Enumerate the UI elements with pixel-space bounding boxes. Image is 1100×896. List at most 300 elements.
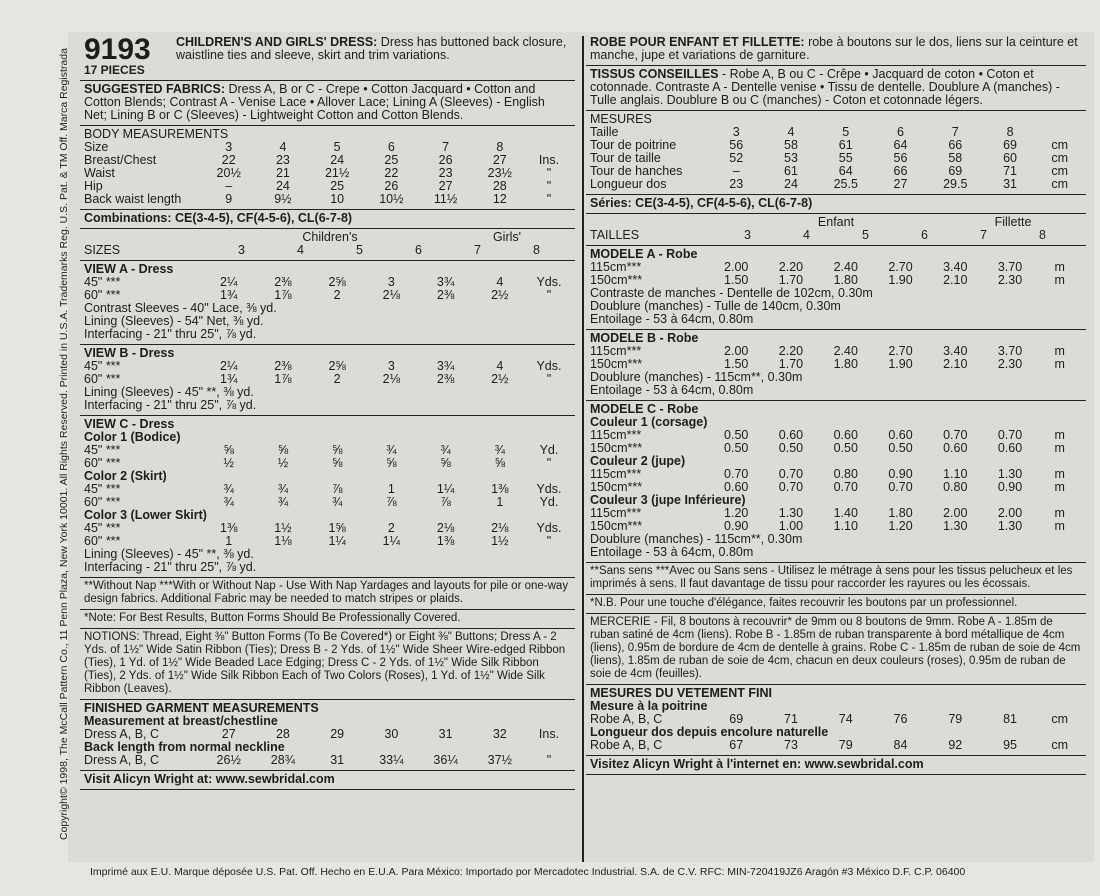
row-value: 12 (492, 192, 507, 206)
row-label: Size (84, 140, 109, 154)
row-value: 3.70 (997, 260, 1023, 274)
row-unit: cm (1051, 138, 1069, 152)
row-value: 22 (221, 153, 236, 167)
finished-measurements-fr (586, 685, 1086, 756)
row-value: 21 (275, 166, 290, 180)
row-value: 29 (330, 727, 345, 741)
row-value: 0.50 (888, 441, 913, 455)
row-value: 1.50 (724, 357, 749, 371)
row-value: 21½ (324, 166, 350, 180)
row-value: 2⅜ (274, 359, 292, 373)
button-note: *Note: For Best Results, Button Forms Should Be Professionally Covered. (80, 610, 575, 629)
row-value: 2⅜ (436, 288, 455, 302)
view-title: VIEW A - Dress (84, 262, 174, 276)
finished-measurements (80, 700, 575, 771)
measurement-row (84, 193, 571, 206)
row-value: 0.50 (724, 428, 749, 442)
row-value: 2⅛ (491, 521, 509, 535)
row-label: 45" *** (84, 521, 121, 535)
children-label: Children's (302, 230, 358, 244)
row-value: ⅝ (331, 443, 343, 457)
row-value: ¾ (223, 482, 234, 496)
row-value: 1¼ (382, 534, 401, 548)
row-value: 6 (387, 140, 395, 154)
row-value: 2¼ (220, 359, 238, 373)
size-value: 3 (238, 243, 245, 257)
row-value: 2⅜ (436, 372, 455, 386)
row-value: 25 (384, 153, 399, 167)
row-value: ¾ (277, 495, 289, 509)
row-unit: " (546, 179, 552, 193)
row-label: 115cm*** (590, 344, 642, 358)
row-unit: m (1054, 441, 1065, 455)
row-value: 27 (893, 177, 908, 191)
row-value: 23½ (487, 166, 512, 180)
fabrics-section (80, 81, 575, 126)
row-value: 66 (893, 164, 908, 178)
size-value: 5 (862, 228, 869, 242)
description-fr: robe à boutons sur le dos, liens sur la ceinture et manche, jupe et variations de garniture. (590, 35, 1078, 62)
row-value: 2.30 (997, 273, 1023, 287)
row-value: 2½ (491, 288, 509, 302)
row-value: 1¾ (220, 288, 238, 302)
view-title: VIEW B - Dress (84, 346, 175, 360)
row-value: 6 (897, 125, 904, 139)
row-value: 2.70 (888, 260, 913, 274)
row-value: 67 (729, 738, 744, 752)
visit-link: Visit Alicyn Wright at: www.sewbridal.com (80, 771, 575, 790)
row-value: 23 (275, 153, 290, 167)
row-value: 1.70 (778, 273, 804, 287)
row-value: 2⅛ (382, 372, 401, 386)
row-value: 2½ (491, 372, 509, 386)
sizes-row (84, 244, 571, 257)
row-value: 58 (948, 151, 963, 165)
row-label: 115cm*** (590, 467, 642, 481)
row-value: 7 (442, 140, 450, 154)
row-label: 45" *** (84, 359, 121, 373)
row-value: 1 (387, 482, 395, 496)
row-value: 3¾ (436, 275, 455, 289)
row-value: 2.10 (943, 273, 968, 287)
row-value: 10½ (379, 192, 404, 206)
row-value: 8 (1006, 125, 1014, 139)
notions: NOTIONS: Thread, Eight ⅜" Button Forms (To Be Covered*) or Eight ⅜" Buttons; Dress A - 2 Yds. of 1½" Wide Satin Ribbon (Ties); Dress B - 2 Yds. of 1½" Wide Sheer Wire-edged Ribbon (Ties), 1 Yd. of 1½" Wide Beaded Lace Edging; Dress C - 2 Yds. of 1½" Wide Silk Ribbon (Ties), 2 Yds. of 1½" Wide Silk Ribbon Each of Two Colors (Roses), 1 Yd. of 1½" Wide Silk Ribbon (Leaves). (80, 629, 575, 700)
row-value: 31 (1003, 177, 1017, 191)
row-value: 1.30 (943, 519, 968, 533)
row-value: 3.40 (943, 260, 968, 274)
row-value: 2.30 (997, 357, 1023, 371)
row-value: 73 (784, 738, 798, 752)
row-value: 2.00 (724, 344, 749, 358)
row-value: 1.80 (833, 357, 858, 371)
row-value: 2.20 (778, 260, 804, 274)
modele-a (586, 246, 1086, 330)
row-unit: " (546, 753, 552, 767)
detail-line: Interfacing - 21" thru 25", ⅞ yd. (84, 398, 257, 412)
row-value: 52 (729, 151, 744, 165)
view-title: VIEW C - Dress (84, 417, 175, 431)
pieces-count: 17 PIECES (84, 63, 145, 77)
row-label: Hip (84, 179, 103, 193)
row-value: ½ (223, 456, 234, 470)
view-title: MODELE A - Robe (590, 247, 698, 261)
row-value: 24 (275, 179, 290, 193)
row-value: 3 (225, 140, 233, 154)
row-value: 0.70 (724, 467, 749, 481)
nap-note: **Without Nap ***With or Without Nap - Use With Nap Yardages and layouts for pile or one-way design fabrics. Additional Fabric may be needed to match stripes or plaids. (80, 578, 575, 610)
sizes-label: TAILLES (590, 228, 640, 242)
row-value: 1.10 (833, 519, 858, 533)
detail-line: Lining (Sleeves) - 45" **, ⅜ yd. (84, 385, 254, 399)
row-value: ⅝ (277, 443, 289, 457)
row-value: 36¼ (433, 753, 458, 767)
enfant-label: Enfant (817, 215, 855, 229)
row-unit: Yds. (536, 482, 562, 496)
row-unit: cm (1051, 738, 1069, 752)
row-unit: m (1054, 273, 1065, 287)
row-label: Taille (590, 125, 619, 139)
description: Dress has buttoned back closure, waistline ties and sleeve, skirt and trim variations. (176, 35, 567, 62)
detail-line: Lining (Sleeves) - 45" **, ⅜ yd. (84, 547, 254, 561)
row-label: Robe A, B, C (590, 712, 663, 726)
english-panel (80, 34, 575, 790)
row-unit: Yd. (539, 443, 559, 457)
row-value: 2 (387, 521, 395, 535)
fabrics-text: Dress A, B or C - Crepe • Cotton Jacquard • Cotton and Cotton Blends; Contrast A - Venise Lace • Allover Lace; Lining A (Sleeves) - English Net; Lining B or C (Sleeves) - Lightweight Cotton and Cotton Blends. (84, 82, 545, 122)
series: Séries: CE(3-4-5), CF(4-5-6), CL(6-7-8) (586, 195, 1086, 214)
row-value: 0.90 (724, 519, 749, 533)
row-value: 31 (438, 727, 453, 741)
row-label: 60" *** (84, 288, 121, 302)
row-value: 2⅛ (382, 288, 401, 302)
row-unit: m (1054, 428, 1065, 442)
detail-line: Contraste de manches - Dentelle de 102cm, 0.30m (590, 286, 873, 300)
row-label: 115cm*** (590, 428, 642, 442)
row-unit: Yds. (536, 275, 562, 289)
size-value: 3 (744, 228, 751, 242)
row-value: 28¾ (270, 753, 296, 767)
detail-line: Interfacing - 21" thru 25", ⅞ yd. (84, 560, 257, 574)
row-value: 0.70 (833, 480, 858, 494)
row-unit: " (546, 372, 552, 386)
row-value: 61 (838, 138, 853, 152)
row-value: 2.00 (997, 506, 1023, 520)
finished-title: FINISHED GARMENT MEASUREMENTS (84, 701, 319, 715)
row-value: ½ (277, 456, 289, 470)
row-value: 0.60 (943, 441, 968, 455)
color-group-title: Couleur 3 (jupe Inférieure) (590, 493, 746, 507)
row-label: 115cm*** (590, 260, 642, 274)
row-unit: m (1054, 480, 1065, 494)
row-value: 2⅝ (328, 275, 346, 289)
row-value: 2⅛ (436, 521, 455, 535)
fabrics-section-fr (586, 66, 1086, 111)
row-label: 150cm*** (590, 519, 643, 533)
row-value: 23 (438, 166, 453, 180)
row-value: 81 (1003, 712, 1017, 726)
row-value: 0.90 (888, 467, 913, 481)
row-label: Dress A, B, C (84, 727, 160, 741)
row-value: 5 (842, 125, 850, 139)
row-value: 1.90 (888, 273, 913, 287)
row-value: 66 (948, 138, 963, 152)
row-value: ¾ (331, 495, 343, 509)
view-b (80, 345, 575, 416)
row-value: 2⅜ (274, 275, 292, 289)
row-value: ¾ (223, 495, 234, 509)
row-value: 61 (784, 164, 798, 178)
row-value: 24 (330, 153, 345, 167)
row-value: ⅞ (440, 495, 451, 509)
modele-c (586, 401, 1086, 563)
girls-label: Girls' (492, 230, 522, 244)
row-value: 2.40 (833, 260, 858, 274)
copyright-vertical: Copyright© 1998, The McCall Pattern Co., 11 Penn Plaza, New York 10001. All Rights Reserved. Printed in U.S.A. Trademarks Reg. U.S. Pat. & TM Off. Marca Registrada (58, 48, 70, 840)
row-label: Back waist length (84, 192, 182, 206)
row-value: 2¼ (220, 275, 238, 289)
row-unit: m (1054, 506, 1065, 520)
row-value: 0.60 (833, 428, 858, 442)
row-value: 0.70 (997, 428, 1023, 442)
row-unit: m (1054, 357, 1065, 371)
row-value: 53 (784, 151, 798, 165)
row-value: 2.70 (888, 344, 913, 358)
row-value: ¾ (440, 443, 451, 457)
detail-line: Doublure (manches) - Tulle de 140cm, 0.30m (590, 299, 841, 313)
row-unit: " (546, 456, 552, 470)
row-value: 22 (384, 166, 399, 180)
row-value: 0.50 (724, 441, 749, 455)
row-value: 29.5 (943, 177, 968, 191)
row-value: 1.20 (888, 519, 913, 533)
row-value: 95 (1003, 738, 1017, 752)
row-value: 2.00 (943, 506, 968, 520)
row-value: – (225, 179, 233, 193)
finished-sub2: Back length from normal neckline (84, 740, 285, 754)
row-unit: " (546, 192, 552, 206)
measurement-row (590, 178, 1082, 191)
row-value: 2.10 (943, 357, 968, 371)
row-value: ⅝ (440, 456, 451, 470)
row-value: 3 (387, 359, 395, 373)
row-value: 1⅛ (274, 534, 292, 548)
row-unit: Yds. (536, 521, 562, 535)
finished-row (84, 754, 571, 767)
view-c (80, 416, 575, 578)
row-value: ⅞ (386, 495, 397, 509)
row-value: 84 (893, 738, 908, 752)
row-unit: cm (1051, 177, 1069, 191)
row-value: 31 (330, 753, 345, 767)
row-unit: " (546, 288, 552, 302)
row-unit: Ins. (538, 153, 560, 167)
row-value: 25.5 (833, 177, 858, 191)
row-value: 1.90 (888, 357, 913, 371)
size-value: 6 (921, 228, 928, 242)
row-value: 1.70 (778, 357, 804, 371)
row-value: 1⅝ (328, 521, 346, 535)
fabrics-heading: SUGGESTED FABRICS: (84, 82, 225, 96)
row-value: 20½ (216, 166, 241, 180)
row-value: 27 (492, 153, 507, 167)
row-value: ⅝ (223, 443, 234, 457)
row-value: 37½ (487, 753, 512, 767)
size-value: 7 (474, 243, 481, 257)
header-section (80, 34, 575, 81)
row-value: 4 (496, 275, 504, 289)
row-value: 0.70 (888, 480, 913, 494)
row-unit: m (1054, 344, 1065, 358)
row-value: 2⅝ (328, 359, 346, 373)
sizes-label: SIZES (84, 243, 121, 257)
row-unit: Yd. (539, 495, 559, 509)
detail-line: Lining (Sleeves) - 54" Net, ⅜ yd. (84, 314, 264, 328)
row-value: 0.60 (888, 428, 913, 442)
french-panel (586, 34, 1086, 775)
row-value: 4 (787, 125, 795, 139)
row-label: 45" *** (84, 443, 121, 457)
row-value: 0.50 (833, 441, 858, 455)
row-value: – (732, 164, 740, 178)
row-value: 26 (384, 179, 399, 193)
row-value: 5 (333, 140, 341, 154)
sizes-row (590, 229, 1082, 242)
row-value: 1⅜ (220, 521, 238, 535)
notions-fr: MERCERIE - Fil, 8 boutons à recouvrir* de 9mm ou 8 boutons de 9mm. Robe A - 1.85m de ruban satiné de 4cm (liens). Robe B - 1.85m de ruban transparente à bord métallique de 4cm (liens), 0.95m de bordure de 4cm de dentelle à grains. Robe C - 1.85m de ruban de soie de 4cm (liens), 1.85m de ruban de soie de 4cm, chacun en deux couleurs (roses), 0.95m de ruban de soie de 4cm (feuilles). (586, 614, 1086, 685)
row-value: 1 (225, 534, 233, 548)
row-value: 64 (893, 138, 908, 152)
row-label: Tour de hanches (590, 164, 683, 178)
color-group-title: Color 3 (Lower Skirt) (84, 508, 207, 522)
finished-sub: Measurement at breast/chestline (84, 714, 278, 728)
row-value: 3 (387, 275, 395, 289)
row-value: 2 (333, 288, 341, 302)
row-value: 58 (784, 138, 798, 152)
title-fr: ROBE POUR ENFANT ET FILLETTE: (590, 35, 805, 49)
row-value: 27 (438, 179, 453, 193)
pattern-number: 9193 (84, 33, 151, 66)
sizes-header (80, 229, 575, 261)
button-note-fr: *N.B. Pour une touche d'élégance, faites recouvrir les boutons par un professionnel. (586, 595, 1086, 614)
row-value: 60 (1003, 151, 1017, 165)
row-value: 0.60 (997, 441, 1023, 455)
row-value: ⅝ (386, 456, 397, 470)
row-value: 55 (838, 151, 853, 165)
row-unit: cm (1051, 151, 1069, 165)
row-value: 1.10 (943, 467, 968, 481)
mesures (586, 111, 1086, 195)
row-value: 30 (384, 727, 399, 741)
row-value: 79 (948, 712, 963, 726)
size-value: 7 (980, 228, 987, 242)
row-value: 4 (496, 359, 504, 373)
row-unit: Yds. (536, 359, 562, 373)
row-value: 33¼ (379, 753, 404, 767)
row-value: ⅞ (331, 482, 343, 496)
row-value: 9½ (274, 192, 292, 206)
nap-note-fr: **Sans sens ***Avec ou Sans sens - Utilisez le métrage à sens pour les tissus pelucheux et les imprimés à sens. Il faut davantage de tissu pour raccorder les rayures ou les écossais. (586, 563, 1086, 595)
row-value: 0.70 (778, 467, 804, 481)
row-value: ¾ (277, 482, 289, 496)
row-value: 76 (893, 712, 908, 726)
row-value: 0.70 (778, 480, 804, 494)
size-value: 5 (356, 243, 363, 257)
row-label: 45" *** (84, 482, 121, 496)
row-unit: cm (1051, 712, 1069, 726)
tailles-header (586, 214, 1086, 246)
view-a (80, 261, 575, 345)
size-value: 8 (1039, 228, 1046, 242)
body-measurements (80, 126, 575, 210)
row-value: 28 (275, 727, 290, 741)
row-unit: cm (1051, 164, 1069, 178)
row-value: 1¼ (328, 534, 346, 548)
finished-sub2: Longueur dos depuis encolure naturelle (590, 725, 829, 739)
row-value: 56 (893, 151, 908, 165)
row-value: 1.40 (833, 506, 858, 520)
row-label: 60" *** (84, 456, 121, 470)
view-title: MODELE B - Robe (590, 331, 699, 345)
row-value: 69 (948, 164, 963, 178)
column-divider (582, 36, 584, 862)
row-value: 1.80 (833, 273, 858, 287)
color-group-title: Color 2 (Skirt) (84, 469, 167, 483)
color-group-title: Couleur 2 (jupe) (590, 454, 686, 468)
row-value: 1.50 (724, 273, 749, 287)
row-value: 1½ (491, 534, 509, 548)
row-value: 1⅜ (436, 534, 455, 548)
row-value: 25 (330, 179, 345, 193)
color-group-title: Color 1 (Bodice) (84, 430, 181, 444)
row-value: 8 (496, 140, 504, 154)
row-value: 0.80 (943, 480, 968, 494)
row-value: 69 (1003, 138, 1017, 152)
row-value: 2 (333, 372, 341, 386)
finished-title: MESURES DU VETEMENT FINI (590, 686, 772, 700)
row-unit: " (546, 534, 552, 548)
row-value: 1⅞ (274, 288, 292, 302)
row-label: Tour de taille (590, 151, 661, 165)
row-value: 7 (951, 125, 959, 139)
size-value: 4 (803, 228, 810, 242)
row-value: 0.60 (778, 428, 804, 442)
detail-line: Entoilage - 53 à 64cm, 0.80m (590, 312, 754, 326)
size-value: 6 (415, 243, 422, 257)
fabrics-heading-fr: TISSUS CONSEILLES (590, 67, 719, 81)
row-value: 0.70 (943, 428, 968, 442)
row-label: 150cm*** (590, 480, 643, 494)
view-title: MODELE C - Robe (590, 402, 699, 416)
row-value: 1 (496, 495, 504, 509)
row-value: 1.30 (778, 506, 804, 520)
row-label: 60" *** (84, 534, 121, 548)
row-value: 2.00 (724, 260, 749, 274)
row-value: 69 (729, 712, 744, 726)
row-label: Longueur dos (590, 177, 667, 191)
row-value: 1.00 (778, 519, 804, 533)
row-unit: " (546, 166, 552, 180)
row-label: Robe A, B, C (590, 738, 663, 752)
row-label: 150cm*** (590, 357, 643, 371)
row-value: 2.20 (778, 344, 804, 358)
detail-line: Entoilage - 53 à 64cm, 0.80m (590, 383, 754, 397)
row-unit: m (1054, 519, 1065, 533)
visit-link-fr: Visitez Alicyn Wright à l'internet en: www.sewbridal.com (586, 756, 1086, 775)
row-value: 1¼ (436, 482, 455, 496)
row-value: 3.70 (997, 344, 1023, 358)
row-value: ⅝ (331, 456, 343, 470)
